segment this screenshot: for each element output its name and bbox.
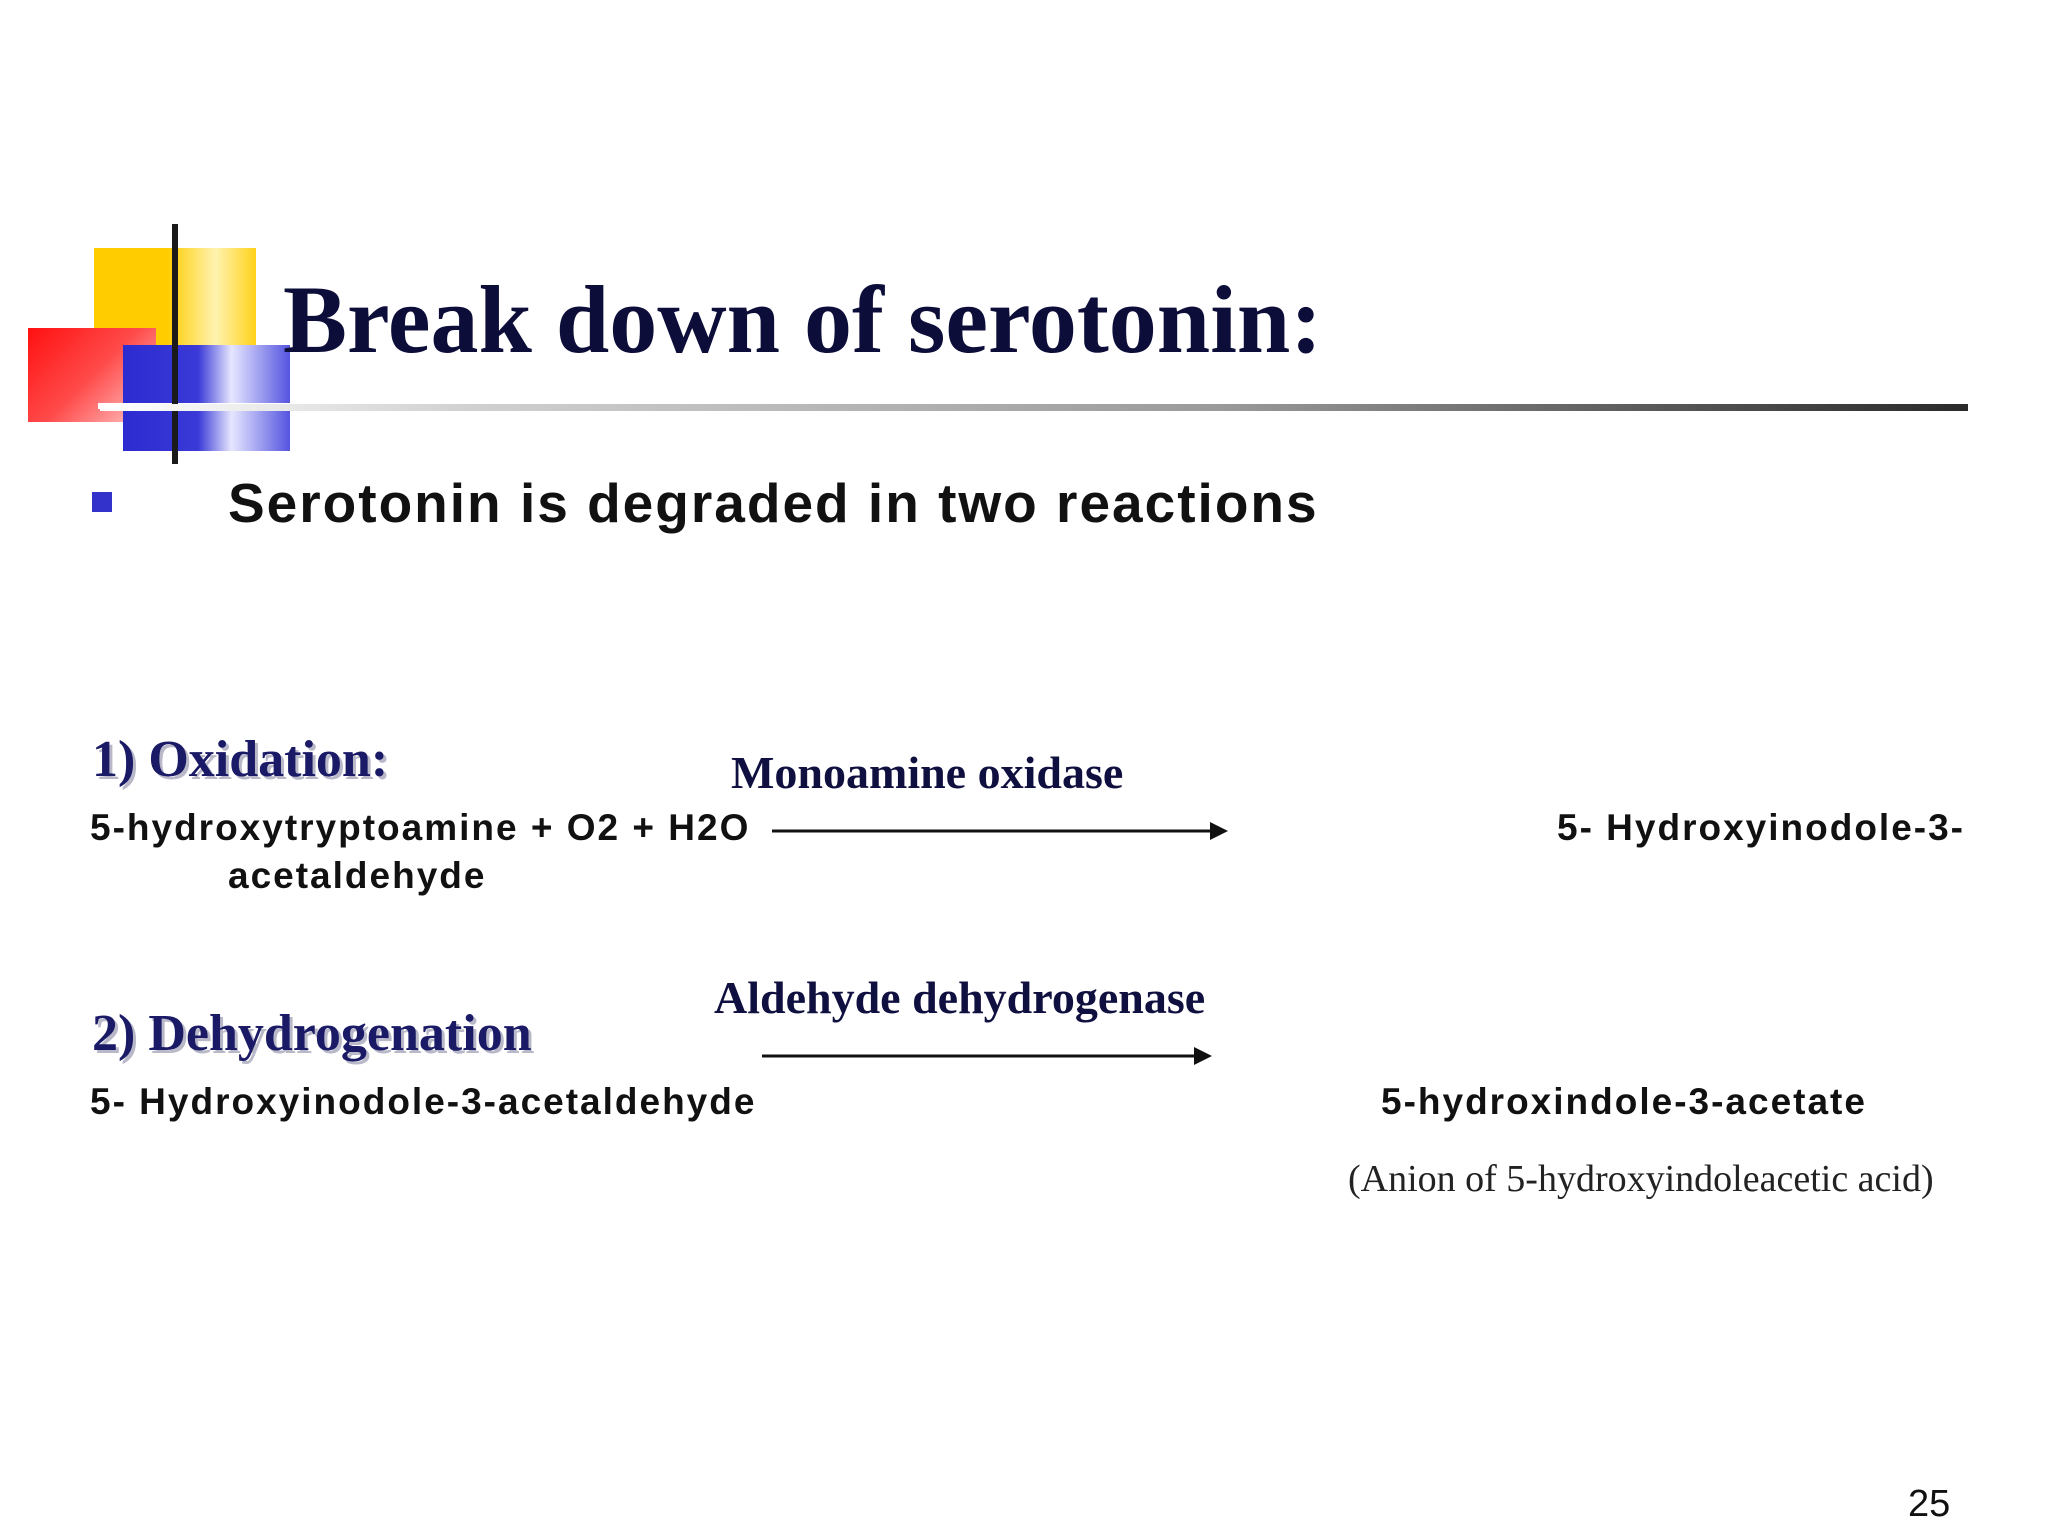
reaction1-enzyme: Monoamine oxidase <box>731 747 1124 798</box>
bullet-text: Serotonin is degraded in two reactions <box>228 472 1319 534</box>
square-bullet-icon <box>92 492 112 512</box>
reaction2-enzyme: Aldehyde dehydrogenase <box>714 972 1206 1023</box>
reaction1-heading: 1) Oxidation: <box>92 731 389 788</box>
reaction1-arrow-icon <box>772 816 1232 846</box>
reaction1-product: 5- Hydroxyinodole-3- <box>1557 807 1965 848</box>
logo-vertical-bar <box>172 224 178 464</box>
reaction1-product-continued: acetaldehyde <box>228 855 487 896</box>
reaction1-reactants: 5-hydroxytryptoamine + O2 + H2O <box>90 807 751 848</box>
reaction2-reactant: 5- Hydroxyinodole-3-acetaldehyde <box>90 1081 757 1122</box>
reaction2-product: 5-hydroxindole-3-acetate <box>1381 1081 1867 1122</box>
logo-blue-square <box>123 345 290 451</box>
page-number: 25 <box>1908 1483 1951 1525</box>
reaction2-product-note: (Anion of 5-hydroxyindoleacetic acid) <box>1348 1158 1934 1200</box>
reaction2-arrow-icon <box>762 1041 1217 1071</box>
reaction2-heading: 2) Dehydrogenation <box>92 1005 532 1062</box>
title-underline <box>100 404 1968 411</box>
slide-title: Break down of serotonin: <box>283 266 1323 373</box>
